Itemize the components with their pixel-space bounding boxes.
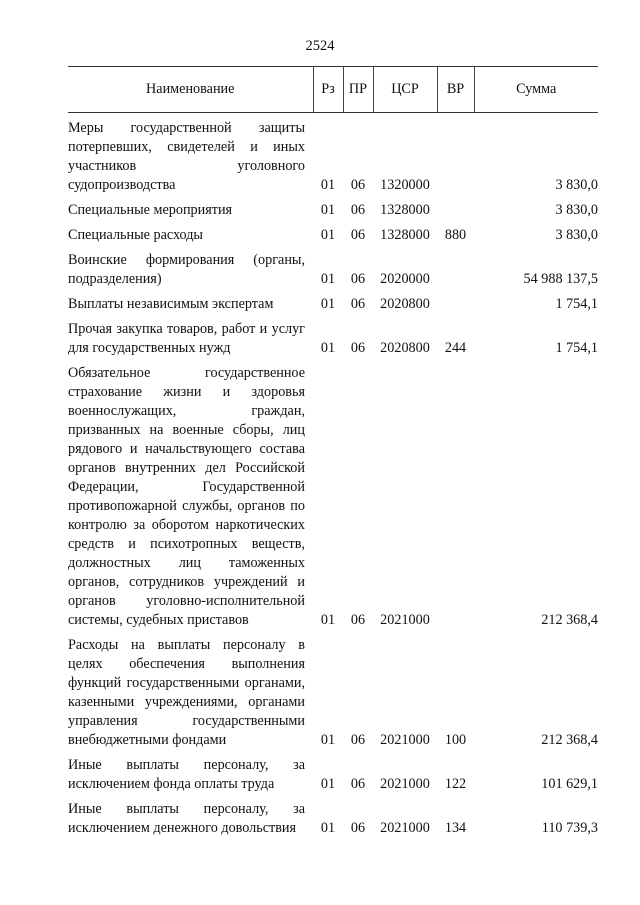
row-rz: 01 — [320, 732, 336, 748]
row-vr: 244 — [444, 340, 467, 356]
row-csr: 2020000 — [380, 271, 430, 287]
row-vr — [437, 197, 474, 222]
table-row — [68, 360, 598, 632]
row-pr: 06 — [350, 296, 366, 312]
row-vr — [437, 291, 474, 316]
row-name: Обязательное государственное страхование жизни и здоровья военнослужащих, граждан, призванных на военные сборы, лиц рядового и начальствующего состава органов внутренних дел Российской Федерации, Государственной противопожарной службы, органов по контролю за оборотом наркотических средств и психотропных веществ, должностных лиц таможенных органов, сотрудников учреждений и органов уголовно-исполнительной системы, судебных приставов — [68, 365, 305, 628]
row-csr: 2021000 — [380, 776, 430, 792]
row-name: Иные выплаты персоналу, за исключением фонда оплаты труда — [68, 757, 305, 792]
row-name: Специальные мероприятия — [68, 202, 233, 218]
row-name: Прочая закупка товаров, работ и услуг для государственных нужд — [68, 321, 305, 356]
row-csr: 1320000 — [380, 177, 430, 193]
table-row — [68, 316, 598, 360]
row-rz: 01 — [320, 296, 336, 312]
row-sum: 110 739,3 — [541, 820, 598, 836]
row-csr: 2021000 — [380, 612, 430, 628]
row-sum: 3 830,0 — [555, 177, 598, 193]
row-csr: 1328000 — [380, 202, 430, 218]
row-name: Иные выплаты персоналу, за исключением денежного довольствия — [68, 801, 305, 836]
row-name: Меры государственной защиты потерпевших, свидетелей и иных участников уголовного судопроизводства — [68, 120, 305, 193]
header-rz: Рз — [313, 67, 343, 113]
row-pr: 06 — [350, 227, 366, 243]
row-sum: 3 830,0 — [555, 227, 598, 243]
row-sum: 1 754,1 — [555, 340, 598, 356]
row-rz: 01 — [320, 271, 336, 287]
row-name: Выплаты независимым экспертам — [68, 296, 274, 312]
row-rz: 01 — [320, 820, 336, 836]
row-csr: 2020800 — [380, 296, 430, 312]
row-pr: 06 — [350, 820, 366, 836]
row-pr: 06 — [350, 776, 366, 792]
row-name: Специальные расходы — [68, 227, 203, 243]
row-vr — [437, 247, 474, 291]
row-pr: 06 — [350, 177, 366, 193]
row-sum: 101 629,1 — [541, 776, 598, 792]
row-rz: 01 — [320, 340, 336, 356]
header-pr: ПР — [343, 67, 373, 113]
row-sum: 54 988 137,5 — [523, 271, 598, 287]
row-sum: 212 368,4 — [541, 732, 598, 748]
row-vr: 100 — [444, 732, 467, 748]
table-row — [68, 247, 598, 291]
table-row — [68, 632, 598, 752]
row-vr: 880 — [444, 227, 467, 243]
table-row — [68, 291, 598, 316]
header-sum: Сумма — [474, 67, 598, 113]
row-csr: 2020800 — [380, 340, 430, 356]
row-csr: 2021000 — [380, 820, 430, 836]
row-rz: 01 — [320, 227, 336, 243]
table-header-row — [68, 67, 598, 113]
row-vr — [437, 360, 474, 632]
row-rz: 01 — [320, 177, 336, 193]
header-vr: ВР — [437, 67, 474, 113]
row-sum: 212 368,4 — [541, 612, 598, 628]
row-rz: 01 — [320, 612, 336, 628]
row-pr: 06 — [350, 340, 366, 356]
row-sum: 1 754,1 — [555, 296, 598, 312]
row-name: Воинские формирования (органы, подразделения) — [68, 252, 305, 287]
header-name: Наименование — [68, 67, 313, 113]
row-vr: 122 — [444, 776, 467, 792]
table-row — [68, 113, 598, 198]
row-pr: 06 — [350, 612, 366, 628]
row-rz: 01 — [320, 202, 336, 218]
row-rz: 01 — [320, 776, 336, 792]
table-row — [68, 752, 598, 796]
row-csr: 2021000 — [380, 732, 430, 748]
row-csr: 1328000 — [380, 227, 430, 243]
row-pr: 06 — [350, 271, 366, 287]
row-pr: 06 — [350, 732, 366, 748]
row-vr: 134 — [444, 820, 467, 836]
table-row — [68, 796, 598, 840]
row-vr — [437, 113, 474, 198]
budget-table — [68, 66, 598, 840]
table-row — [68, 197, 598, 222]
header-csr: ЦСР — [373, 67, 437, 113]
row-pr: 06 — [350, 202, 366, 218]
row-name: Расходы на выплаты персоналу в целях обеспечения выполнения функций государственными органами, казенными учреждениями, органами управления государственными внебюджетными фондами — [68, 637, 305, 748]
table-row — [68, 222, 598, 247]
page-number: 2524 — [305, 38, 335, 54]
row-sum: 3 830,0 — [555, 202, 598, 218]
